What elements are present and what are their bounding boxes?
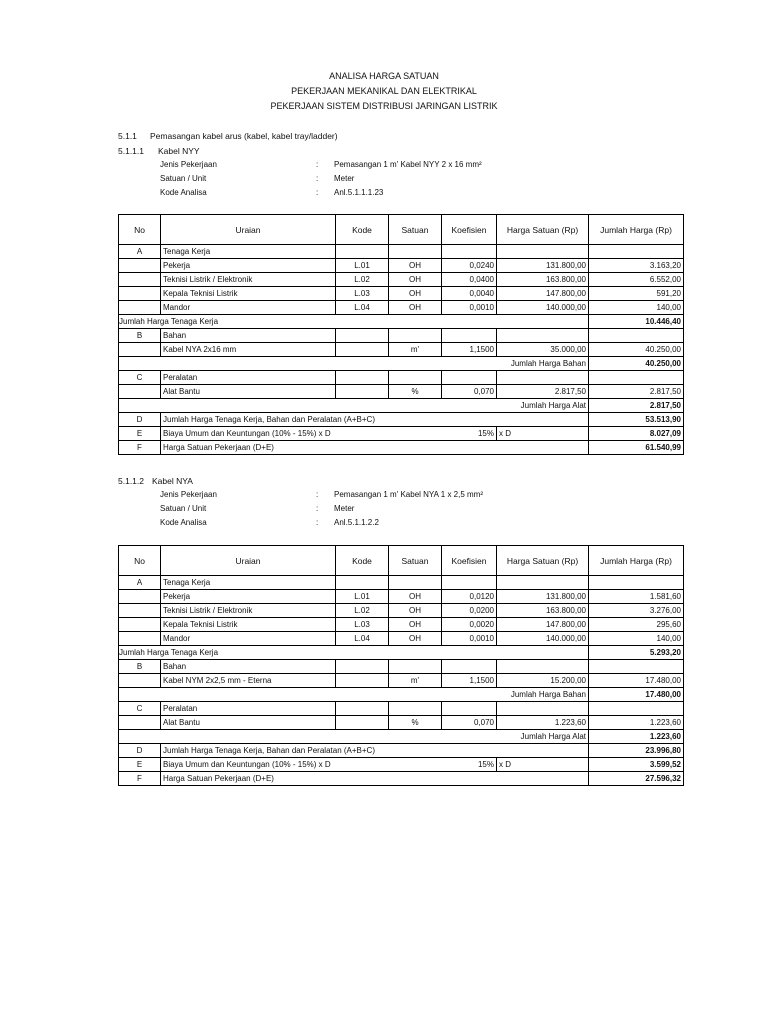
subtotal-row-material <box>119 357 684 371</box>
cell-jumlah: 2.817,50 <box>589 385 684 399</box>
table-row <box>119 301 684 315</box>
summary-value: 23.996,80 <box>589 744 684 758</box>
cell-koefisien: 0,0240 <box>442 259 497 273</box>
column-header-no: No <box>119 215 161 245</box>
column-header-jumlah-harga: Jumlah Harga (Rp) <box>589 546 684 576</box>
cell-harga: 163.800,00 <box>497 273 589 287</box>
item-number: 5.1.1.1 <box>118 146 144 156</box>
cell-kode: L.03 <box>336 287 389 301</box>
table-row <box>119 273 684 287</box>
cell-uraian: Teknisi Listrik / Elektronik <box>161 273 336 287</box>
table-row <box>119 604 684 618</box>
cell-jumlah: 591,20 <box>589 287 684 301</box>
info-label: Jenis Pekerjaan <box>160 160 217 169</box>
cell-kode <box>336 716 389 730</box>
info-colon: : <box>316 174 319 183</box>
column-header-koefisien: Koefisien <box>442 215 497 245</box>
cell-koefisien: 0,070 <box>442 385 497 399</box>
cell-jumlah: 1.223,60 <box>589 716 684 730</box>
summary-no: E <box>119 758 161 772</box>
cell-uraian: Alat Bantu <box>161 716 336 730</box>
cell-koefisien: 0,0010 <box>442 632 497 646</box>
cell-harga: 147.800,00 <box>497 618 589 632</box>
price-analysis-table <box>118 214 684 455</box>
subtotal-value: 17.480,00 <box>589 688 684 702</box>
cell-koefisien: 1,1500 <box>442 343 497 357</box>
cell-koefisien: 0,070 <box>442 716 497 730</box>
summary-percent: 15% <box>442 758 497 772</box>
summary-label: Harga Satuan Pekerjaan (D+E) <box>161 441 497 455</box>
info-label: Jenis Pekerjaan <box>160 490 217 499</box>
info-colon: : <box>316 188 319 197</box>
summary-row-d <box>119 744 684 758</box>
info-value: Meter <box>334 504 355 513</box>
doc-subtitle: PEKERJAAN MEKANIKAL DAN ELEKTRIKAL <box>291 86 477 96</box>
info-value: Anl.5.1.1.2.2 <box>334 518 379 527</box>
cell-uraian: Kepala Teknisi Listrik <box>161 287 336 301</box>
cell-harga: 131.800,00 <box>497 590 589 604</box>
column-header-uraian: Uraian <box>161 546 336 576</box>
subtotal-value: 5.293,20 <box>589 646 684 660</box>
cell-kode: L.04 <box>336 632 389 646</box>
cell-jumlah: 17.480,00 <box>589 674 684 688</box>
cell-uraian: Kabel NYA 2x16 mm <box>161 343 336 357</box>
cell-harga: 15.200,00 <box>497 674 589 688</box>
section-number: 5.1.1 <box>118 131 137 141</box>
subtotal-value: 40.250,00 <box>589 357 684 371</box>
subtotal-row-equipment <box>119 399 684 413</box>
table-row <box>119 343 684 357</box>
cell-satuan: OH <box>389 632 442 646</box>
cell-jumlah: 140,00 <box>589 632 684 646</box>
subtotal-row-material <box>119 688 684 702</box>
cell-satuan: OH <box>389 604 442 618</box>
cell-kode <box>336 385 389 399</box>
cell-uraian: Mandor <box>161 301 336 315</box>
cell-harga: 163.800,00 <box>497 604 589 618</box>
summary-label: Biaya Umum dan Keuntungan (10% - 15%) x D <box>161 758 442 772</box>
summary-value: 27.596,32 <box>589 772 684 786</box>
group-no: C <box>119 702 161 716</box>
summary-no: F <box>119 441 161 455</box>
group-title: Tenaga Kerja <box>161 576 336 590</box>
summary-value: 61.540,99 <box>589 441 684 455</box>
summary-label: Biaya Umum dan Keuntungan (10% - 15%) x D <box>161 427 442 441</box>
cell-kode: L.01 <box>336 590 389 604</box>
group-no: A <box>119 576 161 590</box>
cell-jumlah: 295,60 <box>589 618 684 632</box>
item-title: Kabel NYA <box>152 476 193 486</box>
column-header-harga-satuan: Harga Satuan (Rp) <box>497 546 589 576</box>
group-title: Tenaga Kerja <box>161 245 336 259</box>
summary-row-e <box>119 427 684 441</box>
group-no: A <box>119 245 161 259</box>
table-row <box>119 632 684 646</box>
summary-no: E <box>119 427 161 441</box>
group-title: Peralatan <box>161 371 336 385</box>
cell-harga: 140.000,00 <box>497 632 589 646</box>
summary-multiplier: x D <box>497 427 589 441</box>
cell-harga: 35.000,00 <box>497 343 589 357</box>
info-label: Kode Analisa <box>160 188 207 197</box>
cell-uraian: Mandor <box>161 632 336 646</box>
cell-satuan: OH <box>389 618 442 632</box>
summary-row-e <box>119 758 684 772</box>
table-row <box>119 259 684 273</box>
table-row <box>119 590 684 604</box>
group-row-material <box>119 660 684 674</box>
summary-row-f <box>119 441 684 455</box>
group-no: B <box>119 660 161 674</box>
cell-satuan: m' <box>389 674 442 688</box>
cell-koefisien: 0,0010 <box>442 301 497 315</box>
summary-no: F <box>119 772 161 786</box>
cell-jumlah: 6.552,00 <box>589 273 684 287</box>
group-title: Bahan <box>161 660 336 674</box>
cell-kode: L.03 <box>336 618 389 632</box>
column-header-harga-satuan: Harga Satuan (Rp) <box>497 215 589 245</box>
column-header-no: No <box>119 546 161 576</box>
subtotal-label: Jumlah Harga Bahan <box>119 688 589 702</box>
cell-harga: 140.000,00 <box>497 301 589 315</box>
summary-percent: 15% <box>442 427 497 441</box>
summary-multiplier: x D <box>497 758 589 772</box>
cell-koefisien: 0,0400 <box>442 273 497 287</box>
cell-harga: 131.800,00 <box>497 259 589 273</box>
cell-uraian: Kepala Teknisi Listrik <box>161 618 336 632</box>
summary-no: D <box>119 744 161 758</box>
info-colon: : <box>316 518 319 527</box>
group-no: C <box>119 371 161 385</box>
group-no: B <box>119 329 161 343</box>
cell-harga: 147.800,00 <box>497 287 589 301</box>
summary-row-d <box>119 413 684 427</box>
cell-kode <box>336 343 389 357</box>
cell-koefisien: 1,1500 <box>442 674 497 688</box>
group-row-labor <box>119 576 684 590</box>
subtotal-value: 2.817,50 <box>589 399 684 413</box>
table-row <box>119 674 684 688</box>
cell-satuan: % <box>389 385 442 399</box>
column-header-kode: Kode <box>336 546 389 576</box>
summary-label: Jumlah Harga Tenaga Kerja, Bahan dan Peralatan (A+B+C) <box>161 413 497 427</box>
info-value: Pemasangan 1 m' Kabel NYY 2 x 16 mm² <box>334 160 482 169</box>
summary-value: 53.513,90 <box>589 413 684 427</box>
table-row <box>119 618 684 632</box>
cell-jumlah: 40.250,00 <box>589 343 684 357</box>
group-title: Peralatan <box>161 702 336 716</box>
table-header-row <box>119 546 684 576</box>
subtotal-label: Jumlah Harga Tenaga Kerja <box>119 315 589 329</box>
summary-value: 3.599,52 <box>589 758 684 772</box>
cell-satuan: % <box>389 716 442 730</box>
info-value: Pemasangan 1 m' Kabel NYA 1 x 2,5 mm² <box>334 490 484 499</box>
info-label: Kode Analisa <box>160 518 207 527</box>
table-row <box>119 287 684 301</box>
cell-uraian: Pekerja <box>161 259 336 273</box>
group-title: Bahan <box>161 329 336 343</box>
cell-kode <box>336 674 389 688</box>
doc-subtitle-2: PEKERJAAN SISTEM DISTRIBUSI JARINGAN LISTRIK <box>270 101 498 111</box>
subtotal-value: 1.223,60 <box>589 730 684 744</box>
cell-kode: L.04 <box>336 301 389 315</box>
cell-koefisien: 0,0120 <box>442 590 497 604</box>
table-row <box>119 716 684 730</box>
section-title: Pemasangan kabel arus (kabel, kabel tray/ladder) <box>150 131 338 141</box>
group-row-equipment <box>119 371 684 385</box>
table-row <box>119 385 684 399</box>
cell-satuan: OH <box>389 287 442 301</box>
summary-no: D <box>119 413 161 427</box>
item-title: Kabel NYY <box>158 146 200 156</box>
subtotal-label: Jumlah Harga Tenaga Kerja <box>119 646 589 660</box>
column-header-koefisien: Koefisien <box>442 546 497 576</box>
cell-uraian: Pekerja <box>161 590 336 604</box>
column-header-satuan: Satuan <box>389 546 442 576</box>
subtotal-row-equipment <box>119 730 684 744</box>
cell-uraian: Kabel NYM 2x2,5 mm - Eterna <box>161 674 336 688</box>
cell-jumlah: 3.163,20 <box>589 259 684 273</box>
item-number: 5.1.1.2 <box>118 476 144 486</box>
doc-title: ANALISA HARGA SATUAN <box>329 71 439 81</box>
price-analysis-table <box>118 545 684 786</box>
info-colon: : <box>316 160 319 169</box>
cell-koefisien: 0,0020 <box>442 618 497 632</box>
info-colon: : <box>316 504 319 513</box>
info-value: Meter <box>334 174 355 183</box>
cell-kode: L.02 <box>336 273 389 287</box>
info-label: Satuan / Unit <box>160 504 207 513</box>
cell-kode: L.02 <box>336 604 389 618</box>
info-label: Satuan / Unit <box>160 174 207 183</box>
column-header-jumlah-harga: Jumlah Harga (Rp) <box>589 215 684 245</box>
cell-harga: 1.223,60 <box>497 716 589 730</box>
cell-satuan: OH <box>389 590 442 604</box>
cell-satuan: OH <box>389 259 442 273</box>
summary-row-f <box>119 772 684 786</box>
cell-jumlah: 1.581,60 <box>589 590 684 604</box>
cell-satuan: OH <box>389 273 442 287</box>
cell-harga: 2.817,50 <box>497 385 589 399</box>
summary-value: 8.027,09 <box>589 427 684 441</box>
subtotal-row-labor <box>119 315 684 329</box>
cell-jumlah: 3.276,00 <box>589 604 684 618</box>
cell-satuan: OH <box>389 301 442 315</box>
column-header-kode: Kode <box>336 215 389 245</box>
cell-kode: L.01 <box>336 259 389 273</box>
subtotal-label: Jumlah Harga Alat <box>119 399 589 413</box>
info-colon: : <box>316 490 319 499</box>
cell-jumlah: 140,00 <box>589 301 684 315</box>
summary-label: Jumlah Harga Tenaga Kerja, Bahan dan Peralatan (A+B+C) <box>161 744 497 758</box>
subtotal-label: Jumlah Harga Bahan <box>119 357 589 371</box>
group-row-material <box>119 329 684 343</box>
info-value: Anl.5.1.1.1.23 <box>334 188 384 197</box>
subtotal-row-labor <box>119 646 684 660</box>
cell-uraian: Teknisi Listrik / Elektronik <box>161 604 336 618</box>
group-row-equipment <box>119 702 684 716</box>
subtotal-value: 10.446,40 <box>589 315 684 329</box>
cell-koefisien: 0,0200 <box>442 604 497 618</box>
cell-satuan: m' <box>389 343 442 357</box>
subtotal-label: Jumlah Harga Alat <box>119 730 589 744</box>
cell-uraian: Alat Bantu <box>161 385 336 399</box>
group-row-labor <box>119 245 684 259</box>
summary-label: Harga Satuan Pekerjaan (D+E) <box>161 772 497 786</box>
table-header-row <box>119 215 684 245</box>
column-header-satuan: Satuan <box>389 215 442 245</box>
column-header-uraian: Uraian <box>161 215 336 245</box>
cell-koefisien: 0,0040 <box>442 287 497 301</box>
